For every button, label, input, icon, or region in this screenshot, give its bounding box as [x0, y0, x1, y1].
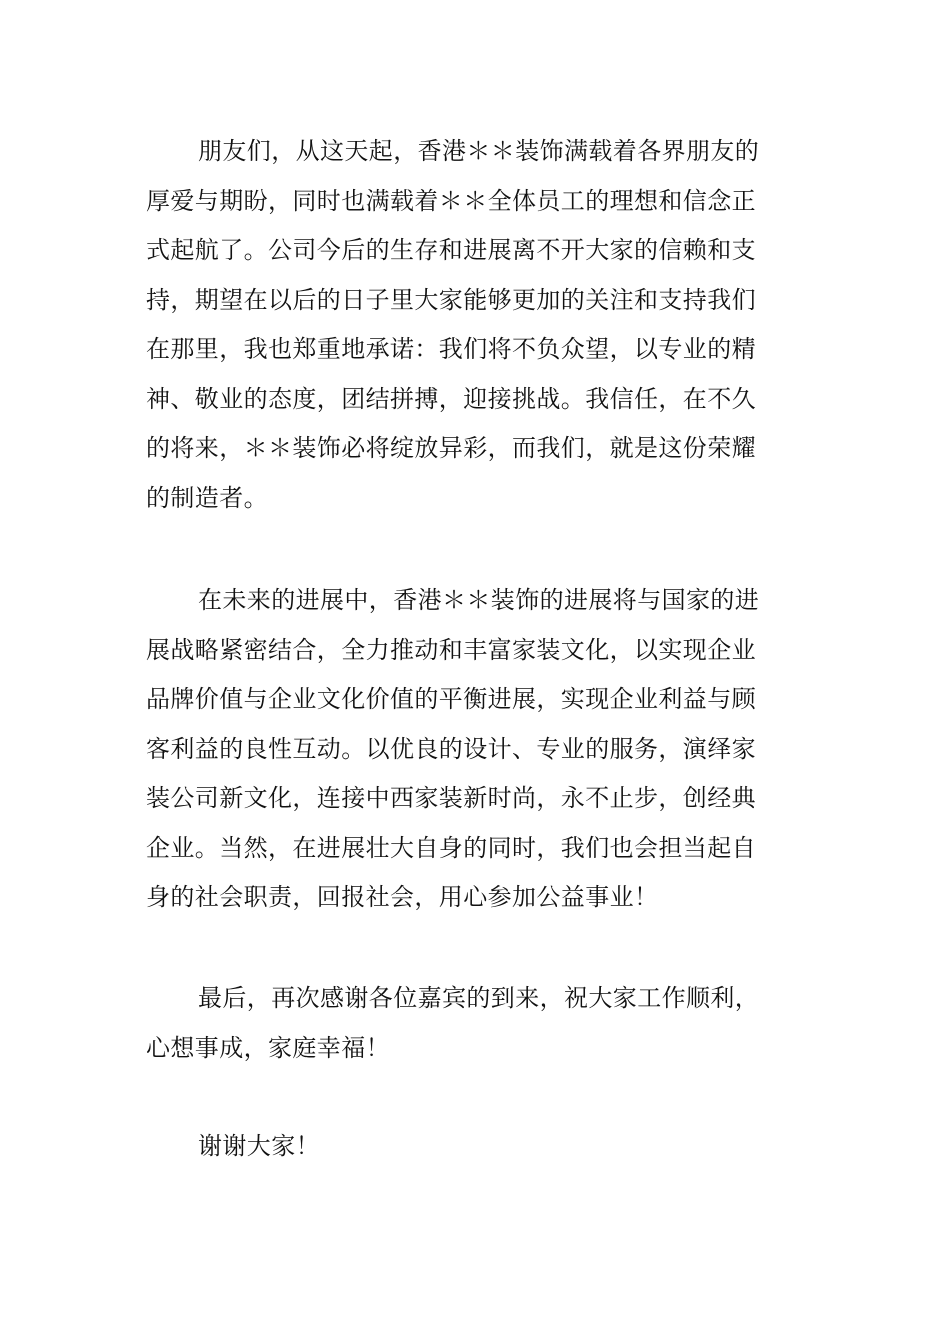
paragraph-line: 在未来的进展中，香港＊＊装饰的进展将与国家的进: [198, 586, 760, 614]
paragraph-line: 朋友们，从这天起，香港＊＊装饰满载着各界朋友的: [198, 137, 760, 165]
paragraph-line: 最后，再次感谢各位嘉宾的到来，祝大家工作顺利，: [198, 984, 760, 1012]
paragraph-line: 的将来，＊＊装饰必将绽放异彩，而我们，就是这份荣耀: [146, 434, 756, 462]
paragraph-future-development: [146, 576, 810, 923]
paragraph-line: 心想事成，家庭幸福！: [146, 1033, 390, 1062]
paragraph-line: 式起航了。公司今后的生存和进展离不开大家的信赖和支: [146, 236, 756, 264]
paragraph-line: 的制造者。: [146, 483, 268, 512]
paragraph-line: 客利益的良性互动。以优良的设计、专业的服务，演绎家: [146, 734, 756, 763]
paragraph-closing-thanks: [146, 974, 810, 1073]
paragraph-line: 持，期望在以后的日子里大家能够更加的关注和支持我们: [146, 285, 756, 314]
paragraph-line: 神、敬业的态度，团结拼搏，迎接挑战。我信任，在不久: [146, 384, 756, 413]
paragraph-final-thanks: [146, 1122, 810, 1172]
paragraph-line: 谢谢大家！: [198, 1132, 320, 1160]
paragraph-line: 身的社会职责，回报社会，用心参加公益事业！: [146, 883, 659, 911]
paragraph-line: 展战略紧密结合，全力推动和丰富家装文化，以实现企业: [146, 635, 756, 664]
paragraph-line: 厚爱与期盼，同时也满载着＊＊全体员工的理想和信念正: [146, 186, 756, 215]
paragraph-line: 企业。当然，在进展壮大自身的同时，我们也会担当起自: [146, 833, 756, 862]
paragraph-opening-commitment: [146, 127, 810, 523]
paragraph-line: 在那里，我也郑重地承诺：我们将不负众望，以专业的精: [146, 335, 756, 363]
paragraph-line: 品牌价值与企业文化价值的平衡进展，实现企业利益与顾: [146, 685, 756, 713]
paragraph-line: 装公司新文化，连接中西家装新时尚，永不止步，创经典: [146, 784, 756, 812]
